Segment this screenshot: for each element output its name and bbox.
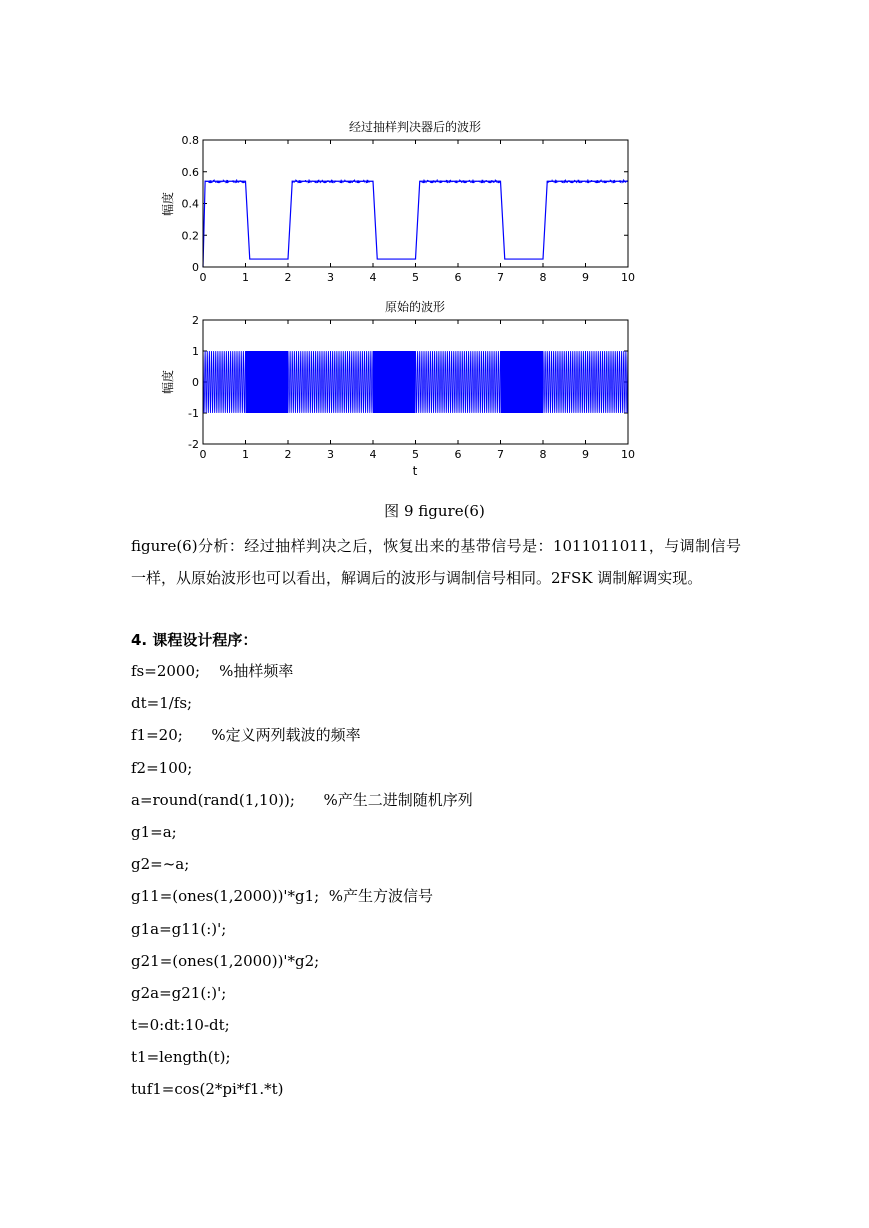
code-line: g2a=g21(:)'; [131,983,227,1002]
analysis-paragraph: figure(6)分析：经过抽样判决之后，恢复出来的基带信号是：1011011011，与调制信号一样，从原始波形也可以看出，解调后的波形与调制信号相同。2FSK 调制解调实现。 [131,537,741,587]
chart-1-ytick-label: 0.8 [181,134,199,147]
code-line: g2=~a; [131,855,190,874]
chart-2-xtick-label: 5 [412,448,419,461]
code-line: t=0:dt:10-dt; [131,1016,230,1035]
chart-1-xtick-label: 7 [497,271,504,284]
chart-1-ticks [182,134,636,284]
chart-2-bit-segment [416,351,459,413]
chart-2-xtick-label: 4 [369,448,377,461]
chart-2-bit-segment [586,351,629,413]
code-line: f1=20; %定义两列载波的频率 [131,726,361,745]
section-heading: 4. 课程设计程序： [131,631,258,649]
chart-2-bit-segment [501,351,544,413]
code-line: g1a=g11(:)'; [131,919,227,938]
chart-1-ytick-label: 0.6 [181,165,199,179]
chart-2-bit-segment [203,351,246,413]
figure-6 [150,110,650,480]
code-line: a=round(rand(1,10)); %产生二进制随机序列 [131,790,473,809]
chart-1-xtick-label: 9 [582,271,589,284]
figure-6-svg [150,110,650,480]
chart-2-bit-segment [331,351,374,413]
chart-2-ytick-label: 2 [192,314,199,327]
chart-1-ytick-label: 0.2 [181,229,199,243]
chart-2-xlabel: t [412,464,418,478]
code-line: t1=length(t); [131,1048,231,1067]
chart-2-bit-segment [373,351,416,413]
chart-2-bit-segment [543,351,586,413]
chart-1-xtick-label: 1 [242,271,249,284]
chart-2-waveform [203,351,628,413]
chart-2-ytick-label: 0 [192,376,199,389]
chart-1-xtick-label: 2 [284,271,292,284]
chart-1-frame [203,140,628,267]
chart-1-xtick-label: 3 [327,271,334,284]
chart-1 [160,119,635,284]
chart-2-bit-segment [288,351,331,413]
chart-2-bit-segment [246,351,289,413]
chart-2-xtick-label: 9 [582,448,589,461]
chart-2-xtick-label: 7 [497,448,504,461]
figure-caption: 图 9 figure(6) [384,502,485,520]
chart-2-xtick-label: 6 [454,448,462,461]
chart-2-xtick-label: 8 [539,448,547,461]
chart-2-xtick-label: 1 [242,448,249,461]
chart-2-xtick-label: 0 [199,448,207,461]
code-line: g21=(ones(1,2000))'*g2; [131,951,320,970]
chart-2-title: 原始的波形 [384,300,446,314]
code-line: g1=a; [131,822,177,841]
chart-1-xtick-label: 6 [454,271,462,284]
code-line: fs=2000; %抽样频率 [131,662,294,680]
chart-2-ytick-label: -1 [188,407,199,420]
chart-1-ytick-label: 0.4 [181,197,199,211]
chart-1-title: 经过抽样判决器后的波形 [348,120,482,134]
chart-2-ytick-label: 1 [192,345,199,358]
chart-2-xtick-label: 2 [284,448,292,461]
chart-2 [160,299,635,478]
chart-1-xtick-label: 10 [621,271,635,284]
chart-1-series-line [203,181,628,267]
code-listing [131,660,473,1111]
chart-2-xtick-label: 3 [327,448,334,461]
chart-2-ylabel: 幅度 [161,369,175,395]
chart-1-xtick-label: 0 [199,271,207,284]
code-line: f2=100; [131,758,193,777]
chart-1-ytick-label: 0 [192,261,199,274]
chart-2-ytick-label: -2 [188,438,199,451]
chart-2-xtick-label: 10 [621,448,635,461]
code-line: g11=(ones(1,2000))'*g1; %产生方波信号 [131,887,434,906]
chart-1-xtick-label: 4 [369,271,377,284]
chart-2-bit-segment [458,351,501,413]
chart-1-ylabel: 幅度 [161,191,175,217]
code-line: tuf1=cos(2*pi*f1.*t) [131,1080,284,1099]
code-line: dt=1/fs; [131,694,193,713]
chart-1-xtick-label: 5 [412,271,419,284]
chart-1-xtick-label: 8 [539,271,547,284]
